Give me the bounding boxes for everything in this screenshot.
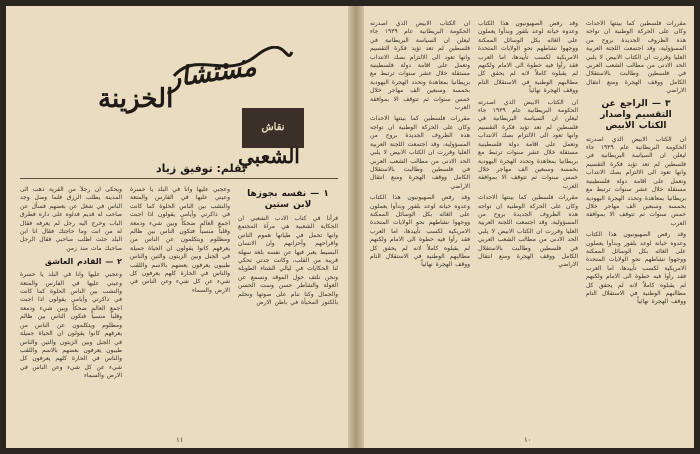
column-text: مقررات فلسطين كما بينتها الاحداث وكان على الحركة الوطنية ان تواجه هذه الظروف الجديدة بروح من المسؤولية، وقد اجتمعت اللجنة العربية العليا وقررت ان الكتاب الابيض لا يلبي الحد الادنى من مطالب الشعب العربي في فلسطين وطالبت بالاستقلال الكامل ووقف الهجرة ومنع انتقال الاراضي — [586, 20, 686, 95]
section-heading-2: ٢ — القادم العاشق — [44, 257, 122, 267]
column-text: وعجبي عليها وانا في البلد يا حسرة وعيني عليها في الفارس والمتعة والنشب بين الناس الحلوة كما كانت في ذاكرتي وأيامي يقولون اذا اجبت اجمع العالم ضحكاً وبين شيء ودمعة وقلباً منسياً فتكون الناس بين ظالم ومظلوم ويتكلمون عن الناس من يعرفهم كانوا يقولون ان الحياة جميلة في الجبل وبين الزيتون والتين والناس طيبون يعرفون بعضهم بالاسم واللقب والناس في الحارة كلهم يعرفون كل شيء عن كل شيء وعن الناس في الارض والسماء — [130, 186, 230, 294]
right-page-column-right — [586, 20, 686, 432]
left-page — [6, 6, 348, 448]
column-badge: نقاش — [242, 108, 304, 148]
masthead-script: مستشار — [166, 51, 259, 95]
section-heading-1: ١ — نفسه بجوزها لابن ستين — [247, 189, 329, 210]
left-page-column-middle — [130, 186, 230, 436]
column-text: مقررات فلسطين كما بينتها الاحداث وكان على الحركة الوطنية ان تواجه هذه الظروف الجديدة بروح من المسؤولية، وقد اجتمعت اللجنة العربية العليا وقررت ان الكتاب الابيض لا يلبي الحد الادنى من مطالب الشعب العربي في فلسطين وطالبت بالاستقلال الكامل ووقف الهجرة ومنع انتقال الاراضي — [478, 194, 578, 269]
column-text: وقد رفض الصهيونيون هذا الكتاب وعدوه خيانة لوعد بلفور وبدأوا يعملون على الغائه بكل الوسائل الممكنة ووجهوا نشاطهم نحو الولايات المتحدة الامريكية لكسب تأييدها، اما العرب فقد رأوا فيه خطوة الى الامام ولكنهم لم يقبلوه كاملاً لانه لم يحقق كل مطالبهم الوطنية في الاستقلال التام ووقف الهجرة نهائياً — [586, 231, 686, 306]
column-badge-word: الشعبي — [238, 144, 300, 168]
masthead-title: الخزينة — [98, 84, 174, 114]
right-page-column-left — [370, 20, 470, 432]
left-page-column-right — [238, 186, 338, 436]
left-page-column-left — [20, 186, 122, 436]
byline: بقلم: توفيق زياد — [156, 162, 247, 175]
magazine-spread — [6, 6, 694, 448]
column-text: وقد رفض الصهيونيون هذا الكتاب وعدوه خيانة لوعد بلفور وبدأوا يعملون على الغائه بكل الوسائل الممكنة ووجهوا نشاطهم نحو الولايات المتحدة الامريكية لكسب تأييدها، اما العرب فقد رأوا فيه خطوة الى الامام ولكنهم لم يقبلوه كاملاً لانه لم يحقق كل مطالبهم الوطنية في الاستقلال التام ووقف الهجرة نهائياً — [370, 194, 470, 269]
column-text: ويحكى ان رجلاً من القرية ذهب الى المدينة يطلب الرزق فلما وصل وجد الناس في شغل عن بعضهم فسأل عن صاحب له قديم فدلوه على داره فطرق الباب وخرج اليه رجل لم يعرفه فقال له من انت وما حاجتك فقال انا ابن البلد جئت اطلب صاحبي فقال الرجل صاحبك مات منذ زمن — [20, 186, 122, 252]
right-page-column-middle — [478, 20, 578, 432]
column-text: وقد رفض الصهيونيون هذا الكتاب وعدوه خيانة لوعد بلفور وبدأوا يعملون على الغائه بكل الوسائل الممكنة ووجهوا نشاطهم نحو الولايات المتحدة الامريكية لكسب تأييدها، اما العرب فقد رأوا فيه خطوة الى الامام ولكنهم لم يقبلوه كاملاً لانه لم يحقق كل مطالبهم الوطنية في الاستقلال التام ووقف الهجرة نهائياً — [478, 20, 578, 95]
header-rule — [20, 178, 338, 179]
spine-gutter — [348, 6, 364, 448]
right-page — [364, 6, 694, 448]
section-heading-3: ٣ — الراجع عن التقسيم واصدار الكتاب الابيض — [600, 98, 672, 131]
column-text: قرأنا في كتاب الادب الشعبي ان الحكاية الشعبية هي مرآة المجتمع وانها تحمل في طياتها هموم الناس وافراحهم وأحزانهم وان الانسان البسيط يعبر فيها عن نفسه بلغة سهلة قريبة من القلب، وكانت جدتي تحكي لنا الحكايات في ليالي الشتاء الطويلة ونحن نلتف حول الموقد ونسمع عن الغولة والشاطر حسن وست الحسن والجمال وكنا ننام على صوتها ونحلم بالكنوز المخبأة في باطن الارض — [238, 215, 338, 307]
page-number-left: ١١ — [176, 436, 184, 444]
column-text: ان الكتاب الابيض الذي اصدرته الحكومة البريطانية عام ١٩٣٩ جاء ليعلن ان السياسة البريطانية في فلسطين لم تعد تؤيد فكرة التقسيم وانها تعود الى الالتزام بصك الانتداب وتعمل على اقامة دولة فلسطينية مستقلة خلال عشر سنوات ترتبط مع بريطانيا بمعاهدة وتحدد الهجرة اليهودية بخمسة وسبعين الف مهاجر خلال خمس سنوات ثم تتوقف الا بموافقة العرب — [370, 20, 470, 112]
column-text: مقررات فلسطين كما بينتها الاحداث وكان على الحركة الوطنية ان تواجه هذه الظروف الجديدة بروح من المسؤولية، وقد اجتمعت اللجنة العربية العليا وقررت ان الكتاب الابيض لا يلبي الحد الادنى من مطالب الشعب العربي في فلسطين وطالبت بالاستقلال الكامل ووقف الهجرة ومنع انتقال الاراضي — [370, 115, 470, 190]
column-text: ان الكتاب الابيض الذي اصدرته الحكومة البريطانية عام ١٩٣٩ جاء ليعلن ان السياسة البريطانية في فلسطين لم تعد تؤيد فكرة التقسيم وانها تعود الى الالتزام بصك الانتداب وتعمل على اقامة دولة فلسطينية مستقلة خلال عشر سنوات ترتبط مع بريطانيا بمعاهدة وتحدد الهجرة اليهودية بخمسة وسبعين الف مهاجر خلال خمس سنوات ثم تتوقف الا بموافقة العرب — [478, 98, 578, 190]
page-number-right: ١٠ — [524, 436, 532, 444]
column-text: وعجبي عليها وانا في البلد يا حسرة وعيني عليها في الفارس والمتعة والنشب بين الناس الحلوة كما كانت في ذاكرتي وأيامي يقولون اذا اجبت اجمع العالم ضحكاً وبين شيء ودمعة وقلباً منسياً فتكون الناس بين ظالم ومظلوم ويتكلمون عن الناس من يعرفهم كانوا يقولون ان الحياة جميلة في الجبل وبين الزيتون والتين والناس طيبون يعرفون بعضهم بالاسم واللقب والناس في الحارة كلهم يعرفون كل شيء عن كل شيء وعن الناس في الارض والسماء — [20, 271, 122, 380]
column-text: ان الكتاب الابيض الذي اصدرته الحكومة البريطانية عام ١٩٣٩ جاء ليعلن ان السياسة البريطانية في فلسطين لم تعد تؤيد فكرة التقسيم وانها تعود الى الالتزام بصك الانتداب وتعمل على اقامة دولة فلسطينية مستقلة خلال عشر سنوات ترتبط مع بريطانيا بمعاهدة وتحدد الهجرة اليهودية بخمسة وسبعين الف مهاجر خلال خمس سنوات ثم تتوقف الا بموافقة العرب — [586, 135, 686, 227]
